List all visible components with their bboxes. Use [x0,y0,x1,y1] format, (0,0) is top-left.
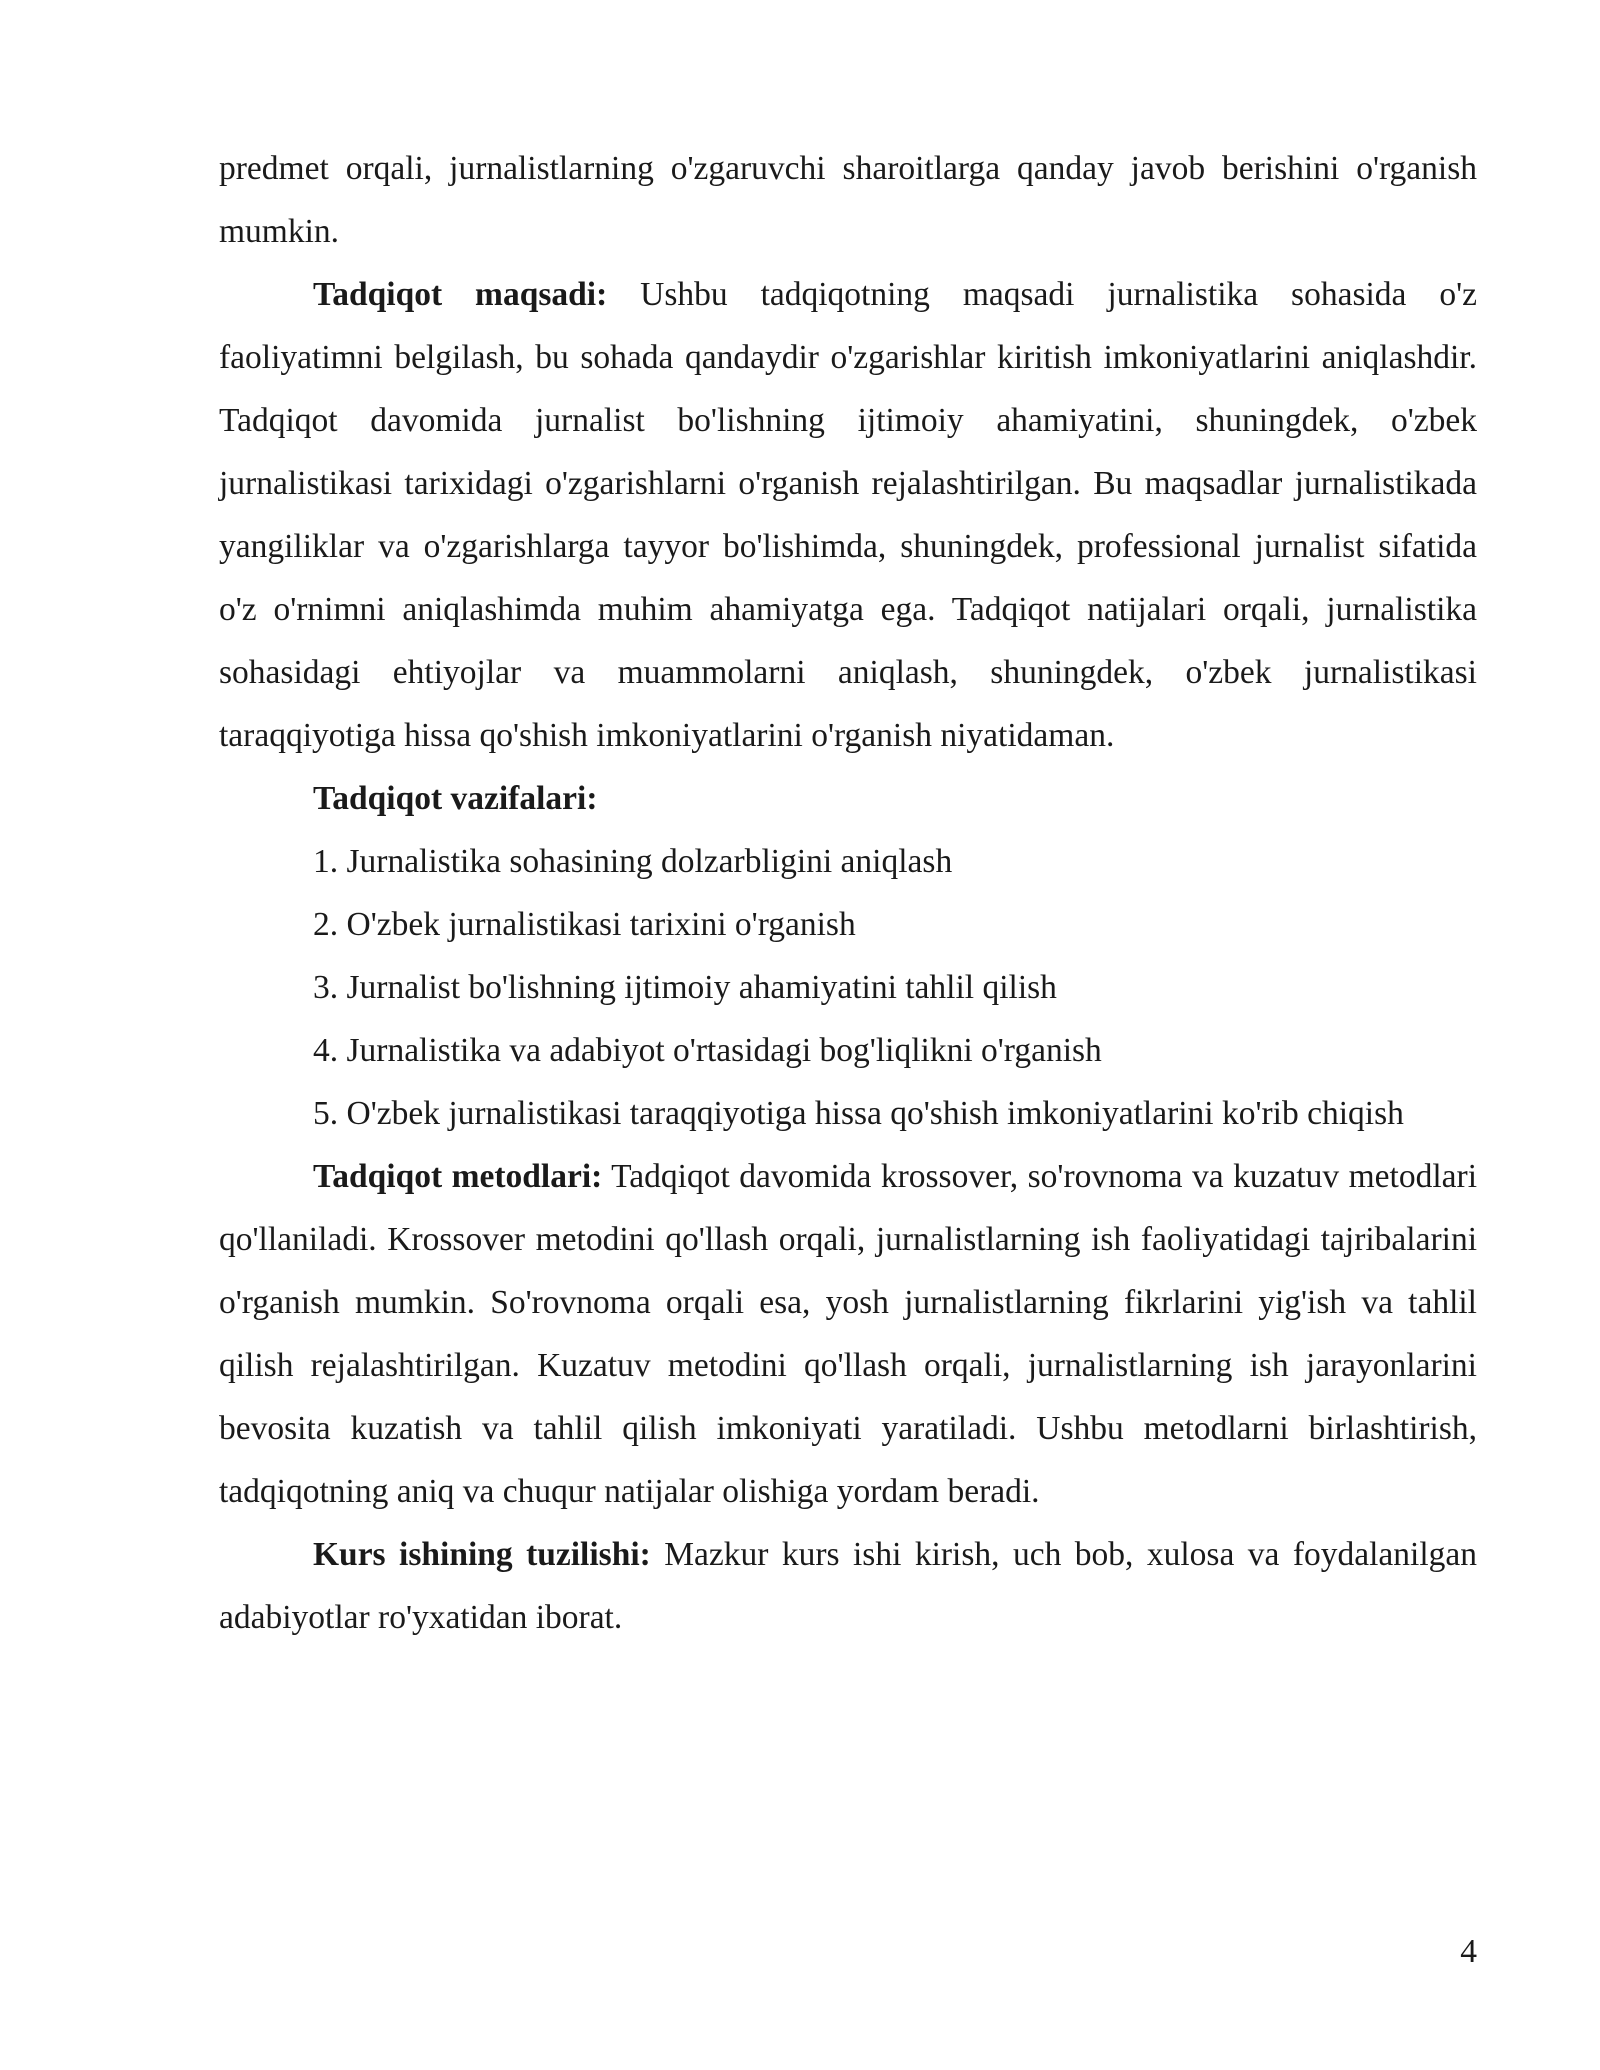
structure-text: Mazkur kurs ishi kirish, uch bob, xulosa va foydalanilgan adabiyotlar ro'yxatidan iborat. [219,1536,1478,1636]
document-page [219,137,1477,1649]
tasks-heading-paragraph [219,767,1477,830]
aim-text: Ushbu tadqiqotning maqsadi jurnalistika sohasida o'z faoliyatimni belgilash, bu sohada qandaydir o'zgarishlar kiritish imkoniyatlarini aniqlashdir. Tadqiqot davomida jurnalist bo'lishning ijtimoiy ahamiyatini, shuningdek, o'zbek jurnalistikasi tarixidagi o'zgarishlarni o'rganish rejalashtirilgan. Bu maqsadlar jurnalistikada yangiliklar va o'zgarishlarga tayyor bo'lishimda, shuningdek, professional jurnalist sifatida o'z o'rnimni aniqlashimda muhim ahamiyatga ega. Tadqiqot natijalari orqali, jurnalistika sohasidagi ehtiyojlar va muammolarni aniqlash, shuningdek, o'zbek jurnalistikasi taraqqiyotiga hissa qo'shish imkoniyatlarini o'rganish niyatidaman. [219,276,1478,754]
structure-heading: Kurs ishining tuzilishi: [313,1536,651,1573]
task-item-1: 1. Jurnalistika sohasining dolzarbligini aniqlash [313,843,953,880]
methods-text: Tadqiqot davomida krossover, so'rovnoma va kuzatuv metodlari qo'llaniladi. Krossover metodini qo'llash orqali, jurnalistlarning ish faoliyatidagi tajribalarini o'rganish mumkin. So'rovnoma orqali esa, yosh jurnalistlarning fikrlarini yig'ish va tahlil qilish rejalashtirilgan. Kuzatuv metodini qo'llash orqali, jurnalistlarning ish jarayonlarini bevosita kuzatish va tahlil qilish imkoniyati yaratiladi. Ushbu metodlarni birlashtirish, tadqiqotning aniq va chuqur natijalar olishiga yordam beradi. [219,1158,1477,1510]
task-item-4: 4. Jurnalistika va adabiyot o'rtasidagi bog'liqlikni o'rganish [313,1032,1102,1069]
task-item-5: 5. O'zbek jurnalistikasi taraqqiyotiga hissa qo'shish imkoniyatlarini ko'rib chiqish [313,1095,1404,1132]
task-item-2: 2. O'zbek jurnalistikasi tarixini o'rganish [313,906,856,943]
methods-paragraph [219,1145,1477,1523]
tasks-heading: Tadqiqot vazifalari: [313,780,598,817]
page-number: 4 [1460,1933,1477,1970]
aim-paragraph [219,263,1477,767]
intro-paragraph: predmet orqali, jurnalistlarning o'zgaruvchi sharoitlarga qanday javob berishini o'rganish mumkin. [219,150,1477,250]
structure-paragraph [219,1523,1477,1649]
task-item-3: 3. Jurnalist bo'lishning ijtimoiy ahamiyatini tahlil qilish [313,969,1057,1006]
methods-heading: Tadqiqot metodlari: [313,1158,603,1195]
aim-heading: Tadqiqot maqsadi: [313,276,608,313]
